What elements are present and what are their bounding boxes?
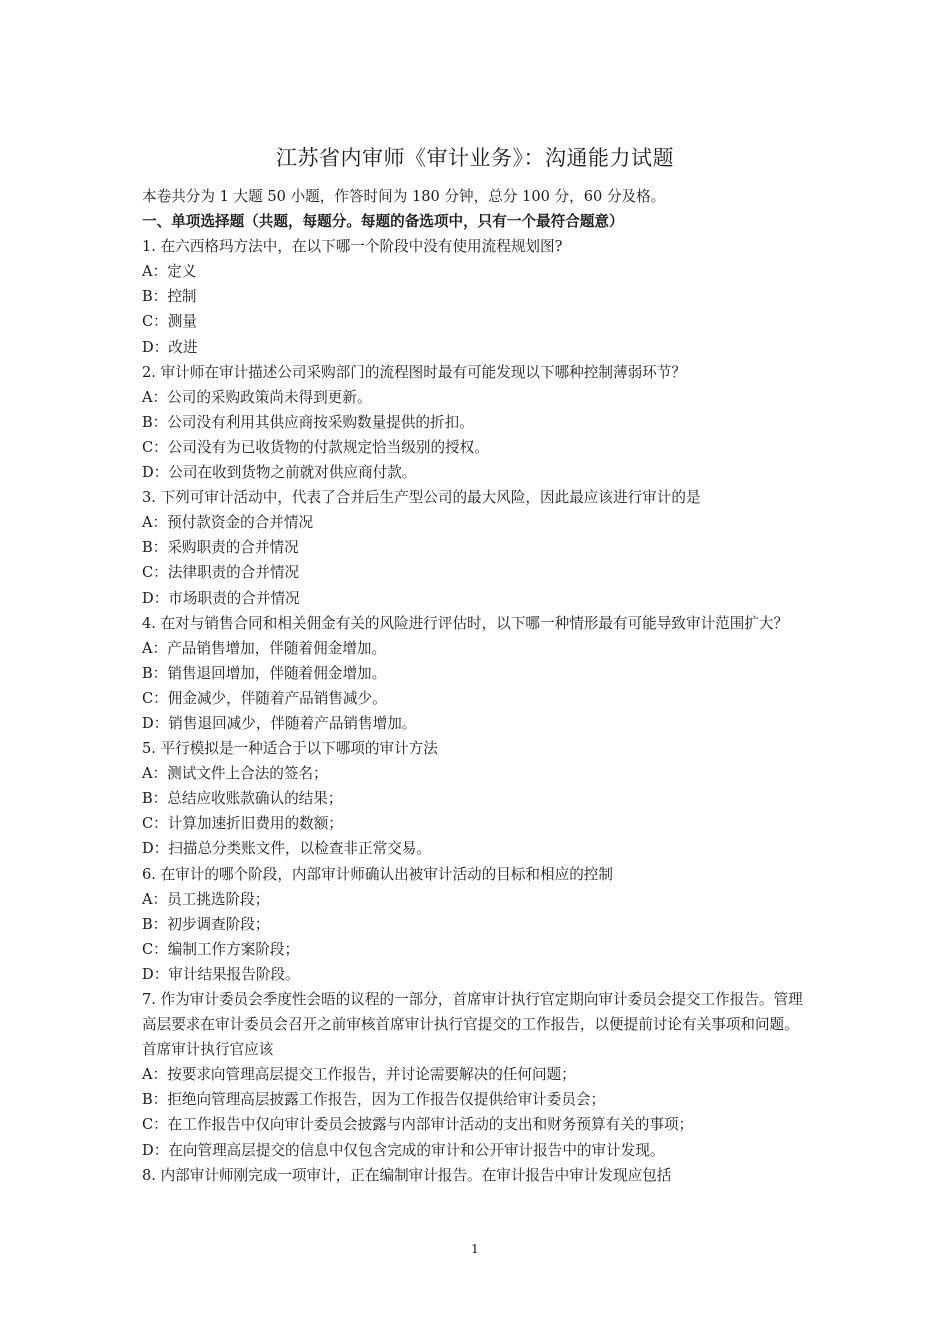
option-d: D：改进: [142, 338, 198, 356]
option-b: B：控制: [142, 288, 197, 306]
question-2: [142, 360, 810, 485]
option-d: D：在向管理高层提交的信息中仅包含完成的审计和公开审计报告中的审计发现。: [142, 1141, 665, 1159]
question-stem: 1. 在六西格玛方法中，在以下哪一个阶段中没有使用流程规划图?: [142, 238, 563, 256]
document-body: [142, 184, 810, 1188]
option-d: D：扫描总分类账文件，以检查非正常交易。: [142, 840, 431, 858]
option-a: A：按要求向管理高层提交工作报告，并讨论需要解决的任何问题；: [142, 1066, 576, 1084]
option-a: A：产品销售增加，伴随着佣金增加。: [142, 639, 387, 657]
option-a: A：定义: [142, 263, 197, 281]
option-d: D：市场职责的合并情况: [142, 589, 300, 607]
question-stem: 5. 平行模拟是一种适合于以下哪项的审计方法: [142, 740, 438, 758]
option-b: B：公司没有利用其供应商按采购数量提供的折扣。: [142, 413, 474, 431]
option-c: C：编制工作方案阶段；: [142, 940, 300, 958]
question-3: [142, 485, 810, 610]
exam-intro: 本卷共分为 1 大题 50 小题，作答时间为 180 分钟，总分 100 分，60 分及格。: [142, 188, 666, 205]
option-c: C：在工作报告中仅向审计委员会披露与内部审计活动的支出和财务预算有关的事项；: [142, 1116, 694, 1134]
question-7: [142, 987, 810, 1163]
question-stem: 6. 在审计的哪个阶段，内部审计师确认出被审计活动的目标和相应的控制: [142, 865, 613, 883]
question-stem: 7. 作为审计委员会季度性会晤的议程的一部分，首席审计执行官定期向审计委员会提交工作报告。管理高层要求在审计委员会召开之前审核首席审计执行官提交的工作报告，以便提前讨论有关事项和问题。首席审计执行官应该: [142, 991, 803, 1059]
option-c: C：佣金减少，伴随着产品销售减少。: [142, 689, 387, 707]
question-6: [142, 862, 810, 987]
option-d: D：审计结果报告阶段。: [142, 965, 300, 983]
question-1: [142, 234, 810, 359]
option-c: C：公司没有为已收货物的付款规定恰当级别的授权。: [142, 438, 489, 456]
option-c: C：测量: [142, 313, 197, 331]
option-d: D：销售退回减少，伴随着产品销售增加。: [142, 714, 417, 732]
question-4: [142, 611, 810, 736]
option-b: B：拒绝向管理高层披露工作报告，因为工作报告仅提供给审计委员会；: [142, 1091, 606, 1109]
question-stem: 3. 下列可审计活动中，代表了合并后生产型公司的最大风险，因此最应该进行审计的是: [142, 489, 701, 507]
document-title: 江苏省内审师《审计业务》：沟通能力试题: [276, 146, 674, 170]
question-stem: 4. 在对与销售合同和相关佣金有关的风险进行评估时，以下哪一种情形最有可能导致审计范围扩大？: [142, 614, 789, 632]
option-a: A：员工挑选阶段；: [142, 890, 270, 908]
question-stem: 8. 内部审计师刚完成一项审计，正在编制审计报告。在审计报告中审计发现应包括: [142, 1166, 672, 1184]
section-heading: 一、单项选择题（共题，每题分。每题的备选项中，只有一个最符合题意）: [142, 213, 624, 231]
option-d: D：公司在收到货物之前就对供应商付款。: [142, 464, 417, 482]
question-8: [142, 1163, 810, 1188]
option-b: B：初步调查阶段；: [142, 915, 270, 933]
option-c: C：计算加速折旧费用的数额；: [142, 815, 343, 833]
question-stem: 2. 审计师在审计描述公司采购部门的流程图时最有可能发现以下哪种控制薄弱环节？: [142, 363, 686, 381]
option-c: C：法律职责的合并情况: [142, 564, 300, 582]
question-5: [142, 736, 810, 861]
option-a: A：公司的采购政策尚未得到更新。: [142, 388, 372, 406]
page-number: 1: [471, 1242, 479, 1256]
option-b: B：采购职责的合并情况: [142, 539, 299, 557]
option-a: A：预付款资金的合并情况: [142, 514, 314, 532]
option-a: A：测试文件上合法的签名；: [142, 765, 328, 783]
option-b: B：总结应收账款确认的结果；: [142, 790, 343, 808]
option-b: B：销售退回增加，伴随着佣金增加。: [142, 664, 387, 682]
